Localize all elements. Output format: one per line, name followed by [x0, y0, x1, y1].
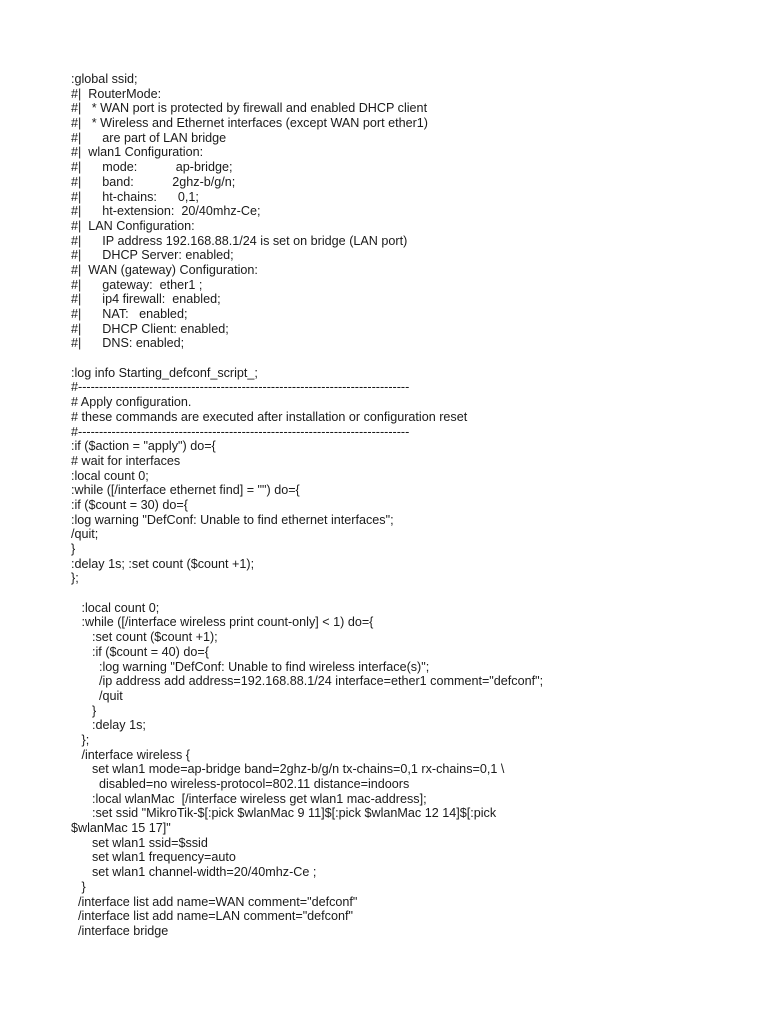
text-line: :delay 1s; :set count ($count +1); [71, 556, 255, 571]
text-line: /interface wireless { [71, 747, 190, 762]
text-line: /quit [71, 688, 123, 703]
text-line: #| DHCP Server: enabled; [71, 248, 234, 263]
text-line: :log warning "DefConf: Unable to find ethernet interfaces"; [71, 512, 394, 527]
text-line: #| are part of LAN bridge [71, 130, 227, 145]
text-line: :if ($action = "apply") do={ [71, 439, 216, 454]
blank-line [71, 586, 751, 601]
text-line: #| WAN (gateway) Configuration: [71, 262, 258, 277]
text-line: /interface list add name=LAN comment="defconf" [71, 909, 353, 924]
text-line: :local count 0; [71, 600, 160, 615]
text-line: :set count ($count +1); [71, 630, 218, 645]
text-line: :global ssid; [71, 72, 138, 86]
text-line: :delay 1s; [71, 718, 146, 733]
text-line: #| * WAN port is protected by firewall and enabled DHCP client [71, 101, 428, 116]
text-line: /quit; [71, 527, 99, 542]
text-line: } [71, 879, 86, 894]
text-line: :local count 0; [71, 468, 149, 483]
separator-line: #------------------------------------------------------------------------------- [71, 380, 410, 395]
text-line: /ip address add address=192.168.88.1/24 interface=ether1 comment="defconf"; [71, 674, 544, 689]
text-line: $wlanMac 15 17]" [71, 821, 171, 836]
text-line: } [71, 703, 97, 718]
text-line: #| wlan1 Configuration: [71, 145, 204, 160]
text-line: #| * Wireless and Ethernet interfaces (except WAN port ether1) [71, 116, 428, 131]
text-line: #| RouterMode: [71, 86, 162, 101]
text-line: :if ($count = 40) do={ [71, 644, 209, 659]
text-line: /interface list add name=WAN comment="defconf" [71, 894, 358, 909]
text-line: :while ([/interface wireless print count-only] < 1) do={ [71, 615, 374, 630]
text-line: :log warning "DefConf: Unable to find wireless interface(s)"; [71, 659, 430, 674]
text-line: set wlan1 channel-width=20/40mhz-Ce ; [71, 865, 317, 880]
text-line: } [71, 542, 76, 556]
text-line: #| band: 2ghz-b/g/n; [71, 174, 236, 189]
text-line: #| LAN Configuration: [71, 218, 195, 233]
text-line: #| NAT: enabled; [71, 307, 188, 321]
text-line: #| ip4 firewall: enabled; [71, 292, 221, 307]
text-line: set wlan1 frequency=auto [71, 850, 236, 865]
separator-line: #------------------------------------------------------------------------------- [71, 424, 410, 439]
text-line: :if ($count = 30) do={ [71, 497, 188, 512]
text-line: # Apply configuration. [71, 395, 192, 410]
text-line: :log info Starting_defconf_script_; [71, 365, 258, 380]
text-line: }; [71, 732, 90, 747]
text-line: #| ht-chains: 0,1; [71, 189, 199, 204]
text-line: :local wlanMac [/interface wireless get wlan1 mac-address]; [71, 791, 427, 806]
text-line: set wlan1 mode=ap-bridge band=2ghz-b/g/n tx-chains=0,1 rx-chains=0,1 \ [71, 762, 505, 777]
text-line: #| IP address 192.168.88.1/24 is set on bridge (LAN port) [71, 233, 408, 248]
text-line: #| ht-extension: 20/40mhz-Ce; [71, 204, 261, 219]
text-line: #| DNS: enabled; [71, 336, 185, 351]
text-line: }; [71, 571, 79, 586]
document-page [71, 72, 751, 939]
text-line: /interface bridge [71, 923, 169, 938]
text-line: #| mode: ap-bridge; [71, 160, 233, 175]
text-line: :while ([/interface ethernet find] = "") do={ [71, 483, 300, 498]
text-line: set wlan1 ssid=$ssid [71, 835, 208, 850]
text-line: # these commands are executed after installation or configuration reset [71, 409, 468, 424]
text-line: :set ssid "MikroTik-$[:pick $wlanMac 9 11]$[:pick $wlanMac 12 14]$[:pick [71, 806, 497, 821]
text-line: disabled=no wireless-protocol=802.11 distance=indoors [71, 777, 410, 791]
text-line: # wait for interfaces [71, 453, 181, 468]
text-line: #| gateway: ether1 ; [71, 277, 203, 292]
text-line: #| DHCP Client: enabled; [71, 321, 229, 336]
blank-line [71, 351, 751, 366]
